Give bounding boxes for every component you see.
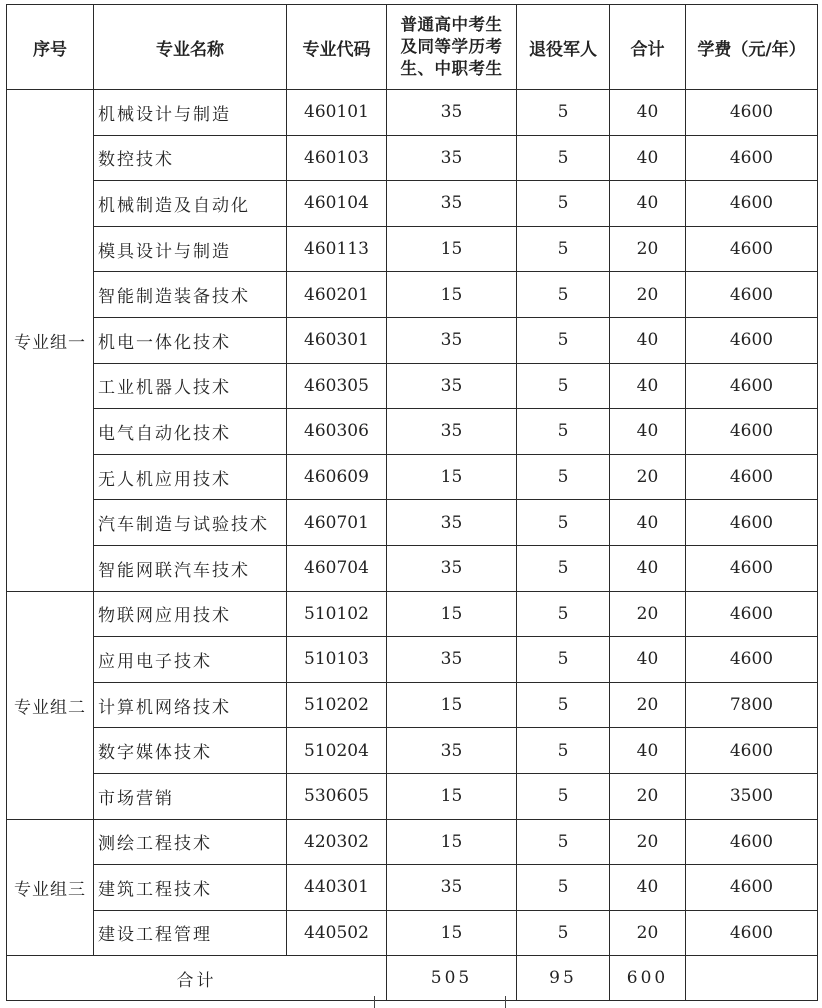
row-total-cell: 40	[610, 181, 686, 227]
row-total-cell: 40	[610, 637, 686, 683]
regular-count-cell: 35	[387, 317, 517, 363]
table-row	[7, 637, 818, 683]
row-total-cell: 20	[610, 591, 686, 637]
header-veterans: 退役军人	[517, 5, 610, 90]
header-regular-line-2: 及同等学历考	[400, 37, 503, 56]
veteran-count-cell: 5	[517, 500, 610, 546]
row-total-cell: 20	[610, 454, 686, 500]
header-major-name: 专业名称	[94, 5, 287, 90]
table-body	[7, 90, 818, 956]
regular-count-cell: 15	[387, 454, 517, 500]
table-row	[7, 910, 818, 956]
total-sum: 600	[610, 956, 686, 1001]
total-label: 合计	[7, 956, 387, 1001]
major-name-cell: 模具设计与制造	[94, 226, 287, 272]
row-total-cell: 40	[610, 135, 686, 181]
regular-count-cell: 35	[387, 545, 517, 591]
veteran-count-cell: 5	[517, 135, 610, 181]
regular-count-cell: 15	[387, 226, 517, 272]
major-code-cell: 510204	[287, 728, 387, 774]
enrollment-plan-table	[6, 4, 818, 1001]
row-total-cell: 20	[610, 910, 686, 956]
veteran-count-cell: 5	[517, 317, 610, 363]
major-name-cell: 测绘工程技术	[94, 819, 287, 865]
tuition-fee-cell: 4600	[686, 865, 818, 911]
major-name-cell: 工业机器人技术	[94, 363, 287, 409]
header-row	[7, 5, 818, 90]
major-code-cell: 510102	[287, 591, 387, 637]
row-total-cell: 40	[610, 90, 686, 136]
table-row	[7, 545, 818, 591]
veteran-count-cell: 5	[517, 181, 610, 227]
regular-count-cell: 15	[387, 819, 517, 865]
major-group-label: 专业组一	[7, 90, 94, 592]
row-total-cell: 20	[610, 773, 686, 819]
regular-count-cell: 15	[387, 910, 517, 956]
total-veterans: 95	[517, 956, 610, 1001]
table-row	[7, 135, 818, 181]
regular-count-cell: 35	[387, 409, 517, 455]
regular-count-cell: 15	[387, 591, 517, 637]
major-code-cell: 460704	[287, 545, 387, 591]
row-total-cell: 20	[610, 819, 686, 865]
major-name-cell: 应用电子技术	[94, 637, 287, 683]
scan-edge-mark	[505, 996, 506, 1008]
tuition-fee-cell: 7800	[686, 682, 818, 728]
veteran-count-cell: 5	[517, 819, 610, 865]
table-row	[7, 181, 818, 227]
total-regular: 505	[387, 956, 517, 1001]
veteran-count-cell: 5	[517, 728, 610, 774]
major-code-cell: 440502	[287, 910, 387, 956]
table-row	[7, 728, 818, 774]
major-code-cell: 460305	[287, 363, 387, 409]
major-code-cell: 530605	[287, 773, 387, 819]
tuition-fee-cell: 4600	[686, 363, 818, 409]
table-row	[7, 317, 818, 363]
tuition-fee-cell: 4600	[686, 728, 818, 774]
header-major-code: 专业代码	[287, 5, 387, 90]
tuition-fee-cell: 4600	[686, 819, 818, 865]
table-row	[7, 90, 818, 136]
header-tuition-fee: 学费（元/年）	[686, 5, 818, 90]
regular-count-cell: 35	[387, 90, 517, 136]
row-total-cell: 40	[610, 865, 686, 911]
tuition-fee-cell: 4600	[686, 226, 818, 272]
major-name-cell: 数控技术	[94, 135, 287, 181]
major-name-cell: 机械制造及自动化	[94, 181, 287, 227]
regular-count-cell: 15	[387, 682, 517, 728]
major-name-cell: 数字媒体技术	[94, 728, 287, 774]
major-code-cell: 460104	[287, 181, 387, 227]
tuition-fee-cell: 4600	[686, 545, 818, 591]
major-name-cell: 无人机应用技术	[94, 454, 287, 500]
table-row	[7, 865, 818, 911]
major-name-cell: 智能网联汽车技术	[94, 545, 287, 591]
major-code-cell: 460301	[287, 317, 387, 363]
regular-count-cell: 35	[387, 500, 517, 546]
table-row	[7, 272, 818, 318]
table-row	[7, 819, 818, 865]
table-row	[7, 363, 818, 409]
veteran-count-cell: 5	[517, 637, 610, 683]
regular-count-cell: 35	[387, 637, 517, 683]
table-row	[7, 226, 818, 272]
table-row	[7, 591, 818, 637]
veteran-count-cell: 5	[517, 363, 610, 409]
major-code-cell: 460113	[287, 226, 387, 272]
major-code-cell: 510103	[287, 637, 387, 683]
major-code-cell: 460101	[287, 90, 387, 136]
table-row	[7, 682, 818, 728]
row-total-cell: 40	[610, 363, 686, 409]
major-name-cell: 机械设计与制造	[94, 90, 287, 136]
major-code-cell: 460701	[287, 500, 387, 546]
veteran-count-cell: 5	[517, 409, 610, 455]
major-group-label: 专业组二	[7, 591, 94, 819]
major-name-cell: 机电一体化技术	[94, 317, 287, 363]
major-code-cell: 510202	[287, 682, 387, 728]
header-total: 合计	[610, 5, 686, 90]
tuition-fee-cell: 4600	[686, 409, 818, 455]
regular-count-cell: 35	[387, 363, 517, 409]
header-regular-students	[387, 5, 517, 90]
regular-count-cell: 35	[387, 135, 517, 181]
veteran-count-cell: 5	[517, 682, 610, 728]
table-row	[7, 409, 818, 455]
veteran-count-cell: 5	[517, 226, 610, 272]
row-total-cell: 20	[610, 682, 686, 728]
row-total-cell: 40	[610, 500, 686, 546]
regular-count-cell: 15	[387, 272, 517, 318]
total-row	[7, 956, 818, 1001]
regular-count-cell: 35	[387, 728, 517, 774]
header-regular-line-3: 生、中职考生	[400, 59, 503, 78]
major-group-label: 专业组三	[7, 819, 94, 956]
header-seq: 序号	[7, 5, 94, 90]
tuition-fee-cell: 4600	[686, 500, 818, 546]
veteran-count-cell: 5	[517, 90, 610, 136]
scan-edge-mark	[374, 996, 375, 1008]
tuition-fee-cell: 4600	[686, 910, 818, 956]
major-code-cell: 460103	[287, 135, 387, 181]
major-name-cell: 汽车制造与试验技术	[94, 500, 287, 546]
row-total-cell: 40	[610, 409, 686, 455]
major-name-cell: 建设工程管理	[94, 910, 287, 956]
veteran-count-cell: 5	[517, 910, 610, 956]
regular-count-cell: 35	[387, 181, 517, 227]
veteran-count-cell: 5	[517, 591, 610, 637]
table-row	[7, 454, 818, 500]
veteran-count-cell: 5	[517, 545, 610, 591]
major-code-cell: 440301	[287, 865, 387, 911]
major-name-cell: 市场营销	[94, 773, 287, 819]
tuition-fee-cell: 4600	[686, 135, 818, 181]
major-name-cell: 智能制造装备技术	[94, 272, 287, 318]
row-total-cell: 40	[610, 728, 686, 774]
row-total-cell: 20	[610, 226, 686, 272]
veteran-count-cell: 5	[517, 272, 610, 318]
regular-count-cell: 35	[387, 865, 517, 911]
major-name-cell: 电气自动化技术	[94, 409, 287, 455]
tuition-fee-cell: 4600	[686, 272, 818, 318]
major-name-cell: 物联网应用技术	[94, 591, 287, 637]
tuition-fee-cell: 4600	[686, 591, 818, 637]
tuition-fee-cell: 4600	[686, 181, 818, 227]
major-code-cell: 460609	[287, 454, 387, 500]
row-total-cell: 20	[610, 272, 686, 318]
major-code-cell: 460306	[287, 409, 387, 455]
major-name-cell: 计算机网络技术	[94, 682, 287, 728]
tuition-fee-cell: 3500	[686, 773, 818, 819]
veteran-count-cell: 5	[517, 865, 610, 911]
tuition-fee-cell: 4600	[686, 317, 818, 363]
table-row	[7, 773, 818, 819]
veteran-count-cell: 5	[517, 454, 610, 500]
header-regular-line-1: 普通高中考生	[400, 15, 503, 34]
total-fee	[686, 956, 818, 1001]
tuition-fee-cell: 4600	[686, 90, 818, 136]
tuition-fee-cell: 4600	[686, 637, 818, 683]
tuition-fee-cell: 4600	[686, 454, 818, 500]
row-total-cell: 40	[610, 317, 686, 363]
table-row	[7, 500, 818, 546]
major-code-cell: 460201	[287, 272, 387, 318]
major-code-cell: 420302	[287, 819, 387, 865]
row-total-cell: 40	[610, 545, 686, 591]
major-name-cell: 建筑工程技术	[94, 865, 287, 911]
regular-count-cell: 15	[387, 773, 517, 819]
veteran-count-cell: 5	[517, 773, 610, 819]
